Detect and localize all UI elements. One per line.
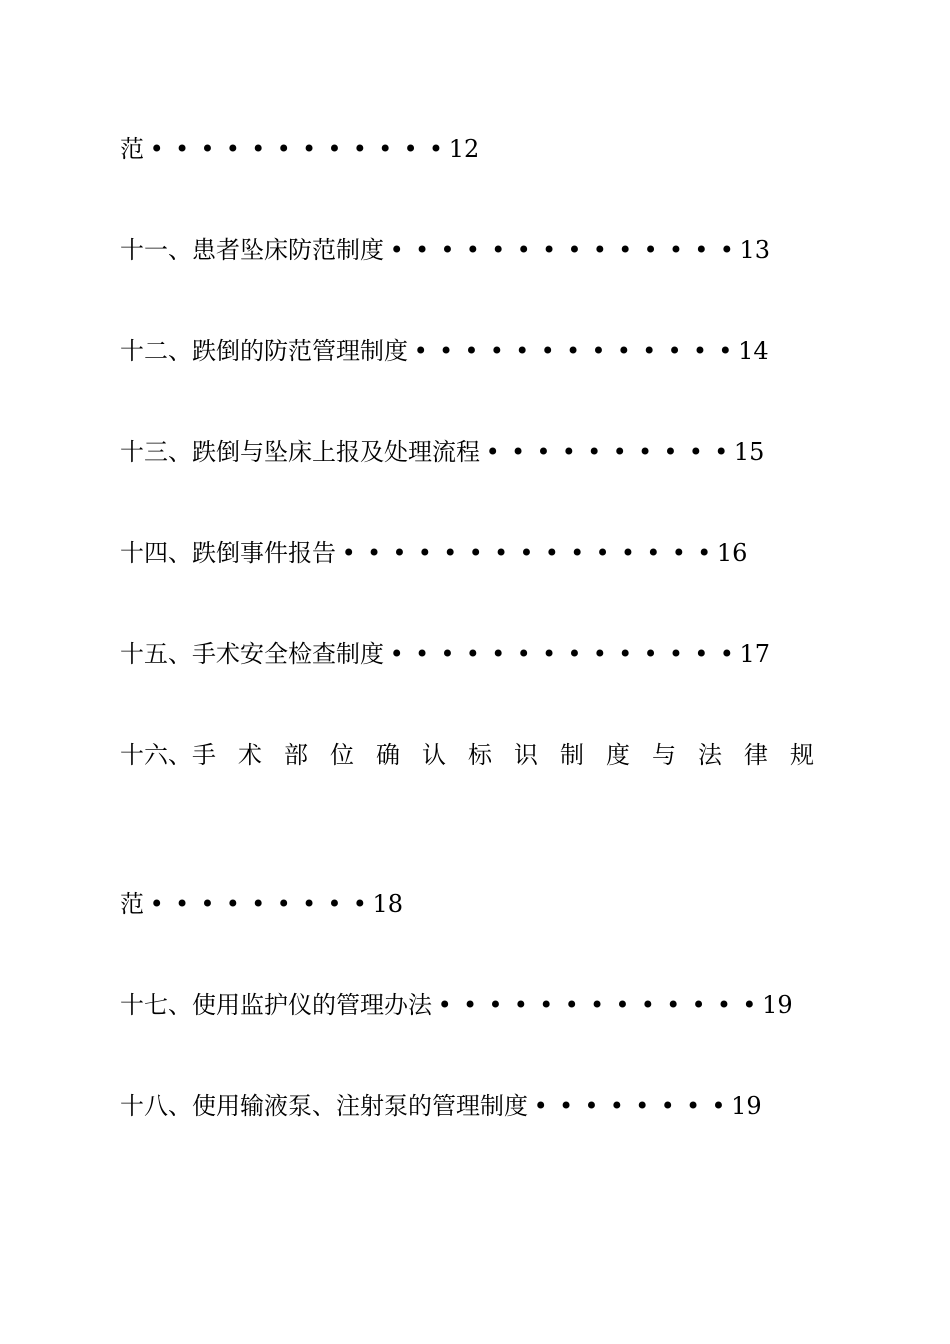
leader-dot: • bbox=[516, 640, 531, 668]
leader-dot: • bbox=[200, 135, 215, 163]
leader-dot: • bbox=[609, 1092, 624, 1120]
leader-dot: • bbox=[561, 438, 576, 466]
toc-leader bbox=[408, 334, 738, 368]
leader-dot: • bbox=[616, 337, 631, 365]
leader-dot: • bbox=[251, 890, 266, 918]
leader-dot: • bbox=[640, 991, 655, 1019]
toc-leader bbox=[480, 435, 734, 469]
leader-dot: • bbox=[591, 337, 606, 365]
leader-dot: • bbox=[637, 438, 653, 466]
leader-dot: • bbox=[175, 135, 190, 163]
leader-dot: • bbox=[389, 236, 404, 264]
leader-dot: • bbox=[589, 991, 605, 1019]
leader-dot: • bbox=[491, 640, 506, 668]
leader-dot: • bbox=[251, 135, 266, 163]
toc-entry-title: 十八、使用输液泵、注射泵的管理制度 bbox=[120, 1092, 528, 1120]
toc-entry-title: 范 bbox=[120, 890, 144, 918]
leader-dot: • bbox=[352, 890, 367, 918]
toc-entry bbox=[120, 536, 747, 570]
leader-dot: • bbox=[465, 236, 480, 264]
toc-entry-title: 十五、手术安全检查制度 bbox=[120, 640, 384, 668]
toc-entry-number: 十六、 bbox=[120, 741, 192, 769]
leader-dot: • bbox=[149, 135, 164, 163]
toc-page-number: 14 bbox=[738, 337, 769, 365]
leader-dot: • bbox=[615, 991, 630, 1019]
toc-entry-title: 范 bbox=[120, 135, 144, 163]
leader-dot: • bbox=[276, 890, 291, 918]
leader-dot: • bbox=[719, 236, 734, 264]
leader-dot: • bbox=[175, 890, 190, 918]
toc-page-number: 19 bbox=[731, 1092, 762, 1120]
toc-entry bbox=[120, 637, 770, 671]
leader-dot: • bbox=[667, 337, 682, 365]
leader-dot: • bbox=[225, 890, 240, 918]
toc-entry bbox=[120, 233, 770, 267]
leader-dot: • bbox=[225, 135, 240, 163]
leader-dot: • bbox=[437, 991, 452, 1019]
leader-dot: • bbox=[463, 991, 478, 1019]
leader-dot: • bbox=[403, 135, 418, 163]
toc-entry-title: 十七、使用监护仪的管理办法 bbox=[120, 991, 432, 1019]
toc-leader bbox=[432, 988, 762, 1022]
leader-dot: • bbox=[697, 539, 712, 567]
leader-dot: • bbox=[587, 438, 602, 466]
toc-page-number: 17 bbox=[739, 640, 771, 668]
leader-dot: • bbox=[489, 337, 504, 365]
toc-entry bbox=[120, 132, 479, 166]
leader-dot: • bbox=[711, 1092, 726, 1120]
leader-dot: • bbox=[643, 640, 658, 668]
leader-dot: • bbox=[415, 640, 430, 668]
leader-dot: • bbox=[564, 991, 579, 1019]
leader-dot: • bbox=[643, 236, 658, 264]
leader-dot: • bbox=[149, 890, 164, 918]
leader-dot: • bbox=[519, 539, 534, 567]
leader-dot: • bbox=[415, 236, 430, 264]
leader-dot: • bbox=[511, 438, 526, 466]
toc-leader bbox=[384, 637, 739, 671]
leader-dot: • bbox=[541, 236, 557, 264]
leader-dot: • bbox=[327, 890, 342, 918]
leader-dot: • bbox=[515, 337, 530, 365]
toc-leader bbox=[144, 132, 449, 166]
toc-leader bbox=[528, 1089, 731, 1123]
leader-dot: • bbox=[567, 640, 582, 668]
leader-dot: • bbox=[533, 1092, 548, 1120]
leader-dot: • bbox=[367, 539, 382, 567]
leader-dot: • bbox=[440, 640, 455, 668]
leader-dot: • bbox=[516, 236, 531, 264]
toc-page-number: 19 bbox=[762, 991, 793, 1019]
leader-dot: • bbox=[618, 640, 633, 668]
leader-dot: • bbox=[719, 640, 734, 668]
leader-dot: • bbox=[301, 135, 317, 163]
toc-entry bbox=[120, 435, 764, 469]
leader-dot: • bbox=[491, 236, 506, 264]
leader-dot: • bbox=[668, 640, 684, 668]
leader-dot: • bbox=[584, 1092, 599, 1120]
leader-dot: • bbox=[694, 640, 709, 668]
leader-dot: • bbox=[663, 438, 678, 466]
leader-dot: • bbox=[718, 337, 733, 365]
leader-dot: • bbox=[392, 539, 407, 567]
leader-dot: • bbox=[389, 640, 404, 668]
leader-dot: • bbox=[620, 539, 636, 567]
leader-dot: • bbox=[513, 991, 528, 1019]
leader-dot: • bbox=[714, 438, 729, 466]
toc-entry-title: 十三、跌倒与坠床上报及处理流程 bbox=[120, 438, 480, 466]
leader-dot: • bbox=[635, 1092, 650, 1120]
leader-dot: • bbox=[465, 640, 480, 668]
leader-dot: • bbox=[642, 337, 657, 365]
toc-page-number: 15 bbox=[733, 438, 765, 466]
leader-dot: • bbox=[417, 539, 432, 567]
toc-entry bbox=[120, 738, 836, 772]
leader-dot: • bbox=[671, 539, 686, 567]
leader-dot: • bbox=[428, 135, 444, 163]
leader-dot: • bbox=[691, 991, 706, 1019]
leader-dot: • bbox=[694, 236, 709, 264]
leader-dot: • bbox=[544, 539, 559, 567]
leader-dot: • bbox=[464, 337, 479, 365]
toc-page-number: 16 bbox=[716, 539, 748, 567]
toc-entry bbox=[120, 1089, 762, 1123]
toc-entry-title: 十二、跌倒的防范管理制度 bbox=[120, 337, 408, 365]
leader-dot: • bbox=[666, 991, 681, 1019]
leader-dot: • bbox=[742, 991, 757, 1019]
toc-entry-title: 十四、跌倒事件报告 bbox=[120, 539, 336, 567]
leader-dot: • bbox=[327, 135, 342, 163]
leader-dot: • bbox=[692, 337, 708, 365]
leader-dot: • bbox=[485, 438, 500, 466]
leader-dot: • bbox=[685, 1092, 701, 1120]
leader-dot: • bbox=[439, 337, 454, 365]
leader-dot: • bbox=[276, 135, 291, 163]
leader-dot: • bbox=[668, 236, 684, 264]
leader-dot: • bbox=[200, 890, 215, 918]
leader-dot: • bbox=[559, 1092, 574, 1120]
leader-dot: • bbox=[536, 438, 551, 466]
leader-dot: • bbox=[488, 991, 503, 1019]
leader-dot: • bbox=[618, 236, 633, 264]
toc-leader bbox=[144, 887, 373, 921]
leader-dot: • bbox=[570, 539, 585, 567]
leader-dot: • bbox=[468, 539, 483, 567]
leader-dot: • bbox=[565, 337, 581, 365]
toc-entry-title: 手术部位确认标识制度与法律规 bbox=[192, 741, 836, 769]
leader-dot: • bbox=[540, 337, 555, 365]
toc-entry bbox=[120, 887, 403, 921]
leader-dot: • bbox=[592, 640, 607, 668]
leader-dot: • bbox=[493, 539, 509, 567]
leader-dot: • bbox=[612, 438, 627, 466]
leader-dot: • bbox=[539, 991, 554, 1019]
toc-entry-title: 十一、患者坠床防范制度 bbox=[120, 236, 384, 264]
leader-dot: • bbox=[646, 539, 661, 567]
toc-page-number: 12 bbox=[448, 135, 480, 163]
leader-dot: • bbox=[595, 539, 610, 567]
toc-entry bbox=[120, 988, 793, 1022]
leader-dot: • bbox=[341, 539, 356, 567]
leader-dot: • bbox=[688, 438, 703, 466]
leader-dot: • bbox=[716, 991, 732, 1019]
leader-dot: • bbox=[443, 539, 458, 567]
toc-page-number: 13 bbox=[739, 236, 771, 264]
leader-dot: • bbox=[352, 135, 367, 163]
leader-dot: • bbox=[413, 337, 428, 365]
toc-page-number: 18 bbox=[372, 890, 404, 918]
leader-dot: • bbox=[592, 236, 607, 264]
leader-dot: • bbox=[378, 135, 393, 163]
toc-entry bbox=[120, 334, 769, 368]
leader-dot: • bbox=[541, 640, 557, 668]
leader-dot: • bbox=[301, 890, 317, 918]
toc-leader bbox=[384, 233, 739, 267]
toc-leader bbox=[336, 536, 717, 570]
leader-dot: • bbox=[567, 236, 582, 264]
leader-dot: • bbox=[440, 236, 455, 264]
leader-dot: • bbox=[660, 1092, 675, 1120]
